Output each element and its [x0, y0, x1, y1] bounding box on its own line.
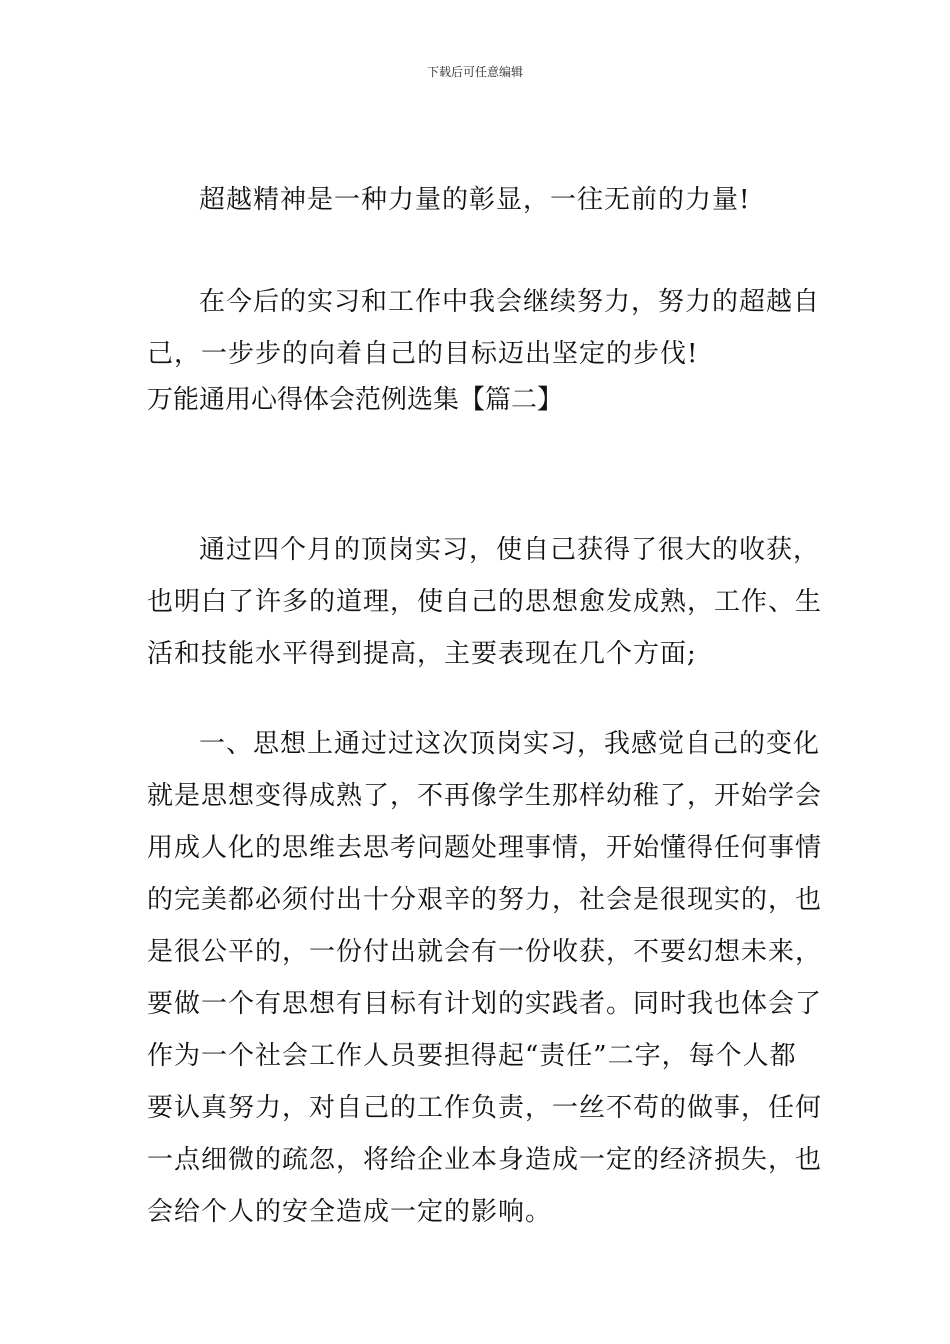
paragraph-4-line: 一点细微的疏忽，将给企业本身造成一定的经济损失，也: [147, 1145, 823, 1175]
paragraph-1-line: 超越精神是一种力量的彰显，一往无前的力量!: [199, 185, 751, 215]
paragraph-2: [147, 276, 821, 380]
paragraph-4-line: 用成人化的思维去思考问题处理事情，开始懂得任何事情: [147, 833, 823, 863]
paragraph-4-line: 会给个人的安全造成一定的影响。: [147, 1197, 553, 1227]
paragraph-4-line: 作为一个社会工作人员要担得起“责任”二字，每个人都: [147, 1041, 797, 1071]
paragraph-2-line: 在今后的实习和工作中我会继续努力，努力的超越自: [199, 287, 821, 317]
paragraph-1: [147, 174, 807, 226]
paragraph-3-line: 也明白了许多的道理，使自己的思想愈发成熟，工作、生: [147, 587, 823, 617]
paragraph-4-line: 就是思想变得成熟了，不再像学生那样幼稚了，开始学会: [147, 781, 823, 811]
paragraph-3-line: 通过四个月的顶岗实习，使自己获得了很大的收获，: [199, 535, 821, 565]
paragraph-4: [147, 718, 823, 1238]
paragraph-2-line: 己，一步步的向着自己的目标迈出坚定的步伐!: [147, 339, 699, 369]
paragraph-4-line: 要认真努力，对自己的工作负责，一丝不苟的做事，任何: [147, 1093, 823, 1123]
paragraph-4-line: 要做一个有思想有目标有计划的实践者。同时我也体会了: [147, 989, 823, 1019]
paragraph-3: [147, 524, 823, 680]
paragraph-4-line: 的完美都必须付出十分艰辛的努力，社会是很现实的，也: [147, 885, 823, 915]
paragraph-4-line: 一、思想上通过过这次顶岗实习，我感觉自己的变化: [199, 729, 821, 759]
paragraph-3-line: 活和技能水平得到提高，主要表现在几个方面;: [147, 639, 697, 669]
page-header-note: 下载后可任意编辑: [426, 65, 523, 79]
paragraph-4-line: 是很公平的，一份付出就会有一份收获，不要幻想未来，: [147, 937, 823, 967]
section-title: 万能通用心得体会范例选集【篇二】: [147, 385, 564, 415]
